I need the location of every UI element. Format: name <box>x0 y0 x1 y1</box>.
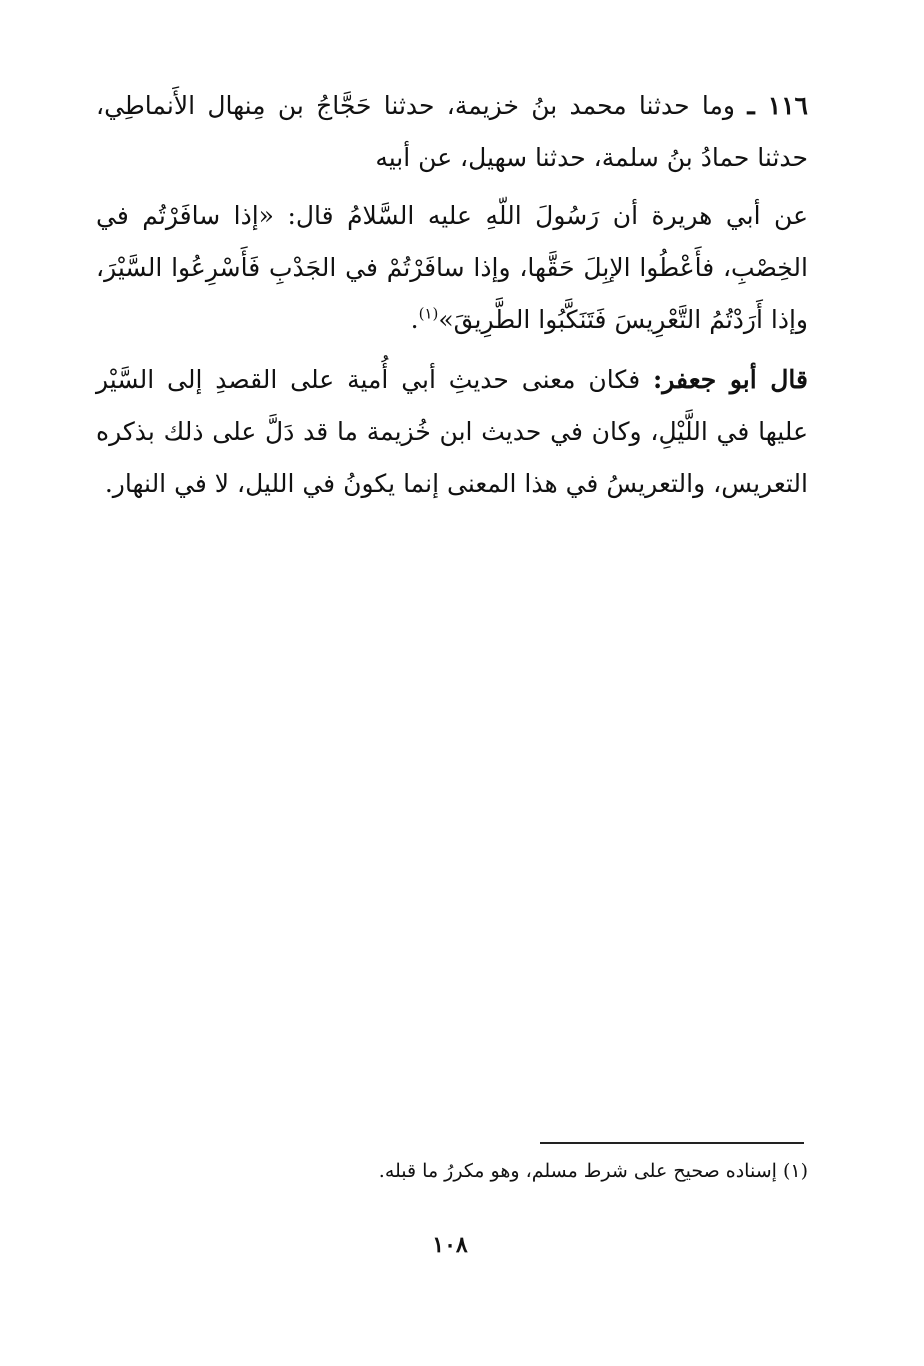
hadith-chain-paragraph <box>96 80 808 184</box>
footnote-divider <box>540 1142 804 1144</box>
paragraph-end-mark: . <box>410 305 419 334</box>
footnote: (١) إسناده صحيح على شرط مسلم، وهو مكررُ ما قبله. <box>378 1160 808 1182</box>
hadith-text-paragraph <box>96 190 808 346</box>
page-number: ١٠٨ <box>432 1232 468 1258</box>
commentary-paragraph <box>96 354 808 510</box>
isnad-text: وما حدثنا محمد بنُ خزيمة، حدثنا حَجَّاجُ بن مِنهال الأَنماطِي، حدثنا حمادُ بنُ سلمة، حدثنا سهيل، عن أبيه <box>96 91 808 172</box>
footnote-marker[interactable]: (١) <box>418 304 439 323</box>
hadith-number: ١١٦ ـ <box>747 91 808 120</box>
commentary-lead: قال أبو جعفر: <box>653 365 808 394</box>
matn-text: عن أبي هريرة أن رَسُولَ اللّهِ عليه السَّلامُ قال: «إذا سافَرْتُم في الخِصْبِ، فأَعْطُوا الإبِلَ حَقَّها، وإذا سافَرْتُمْ في الجَدْبِ فَأَسْرِعُوا السَّيْرَ، وإذا أَرَدْتُمُ التَّعْرِيسَ فَتَنَكَّبُوا الطَّرِيقَ» <box>96 201 808 334</box>
commentary-text: فكان معنى حديثِ أبي أُمية على القصدِ إلى السَّيْر عليها في اللَّيْلِ، وكان في حديث ابن خُزيمة ما قد دَلَّ على ذلك بذكره التعريس، والتعريسُ في هذا المعنى إنما يكونُ في الليل، لا في النهار. <box>96 365 808 498</box>
